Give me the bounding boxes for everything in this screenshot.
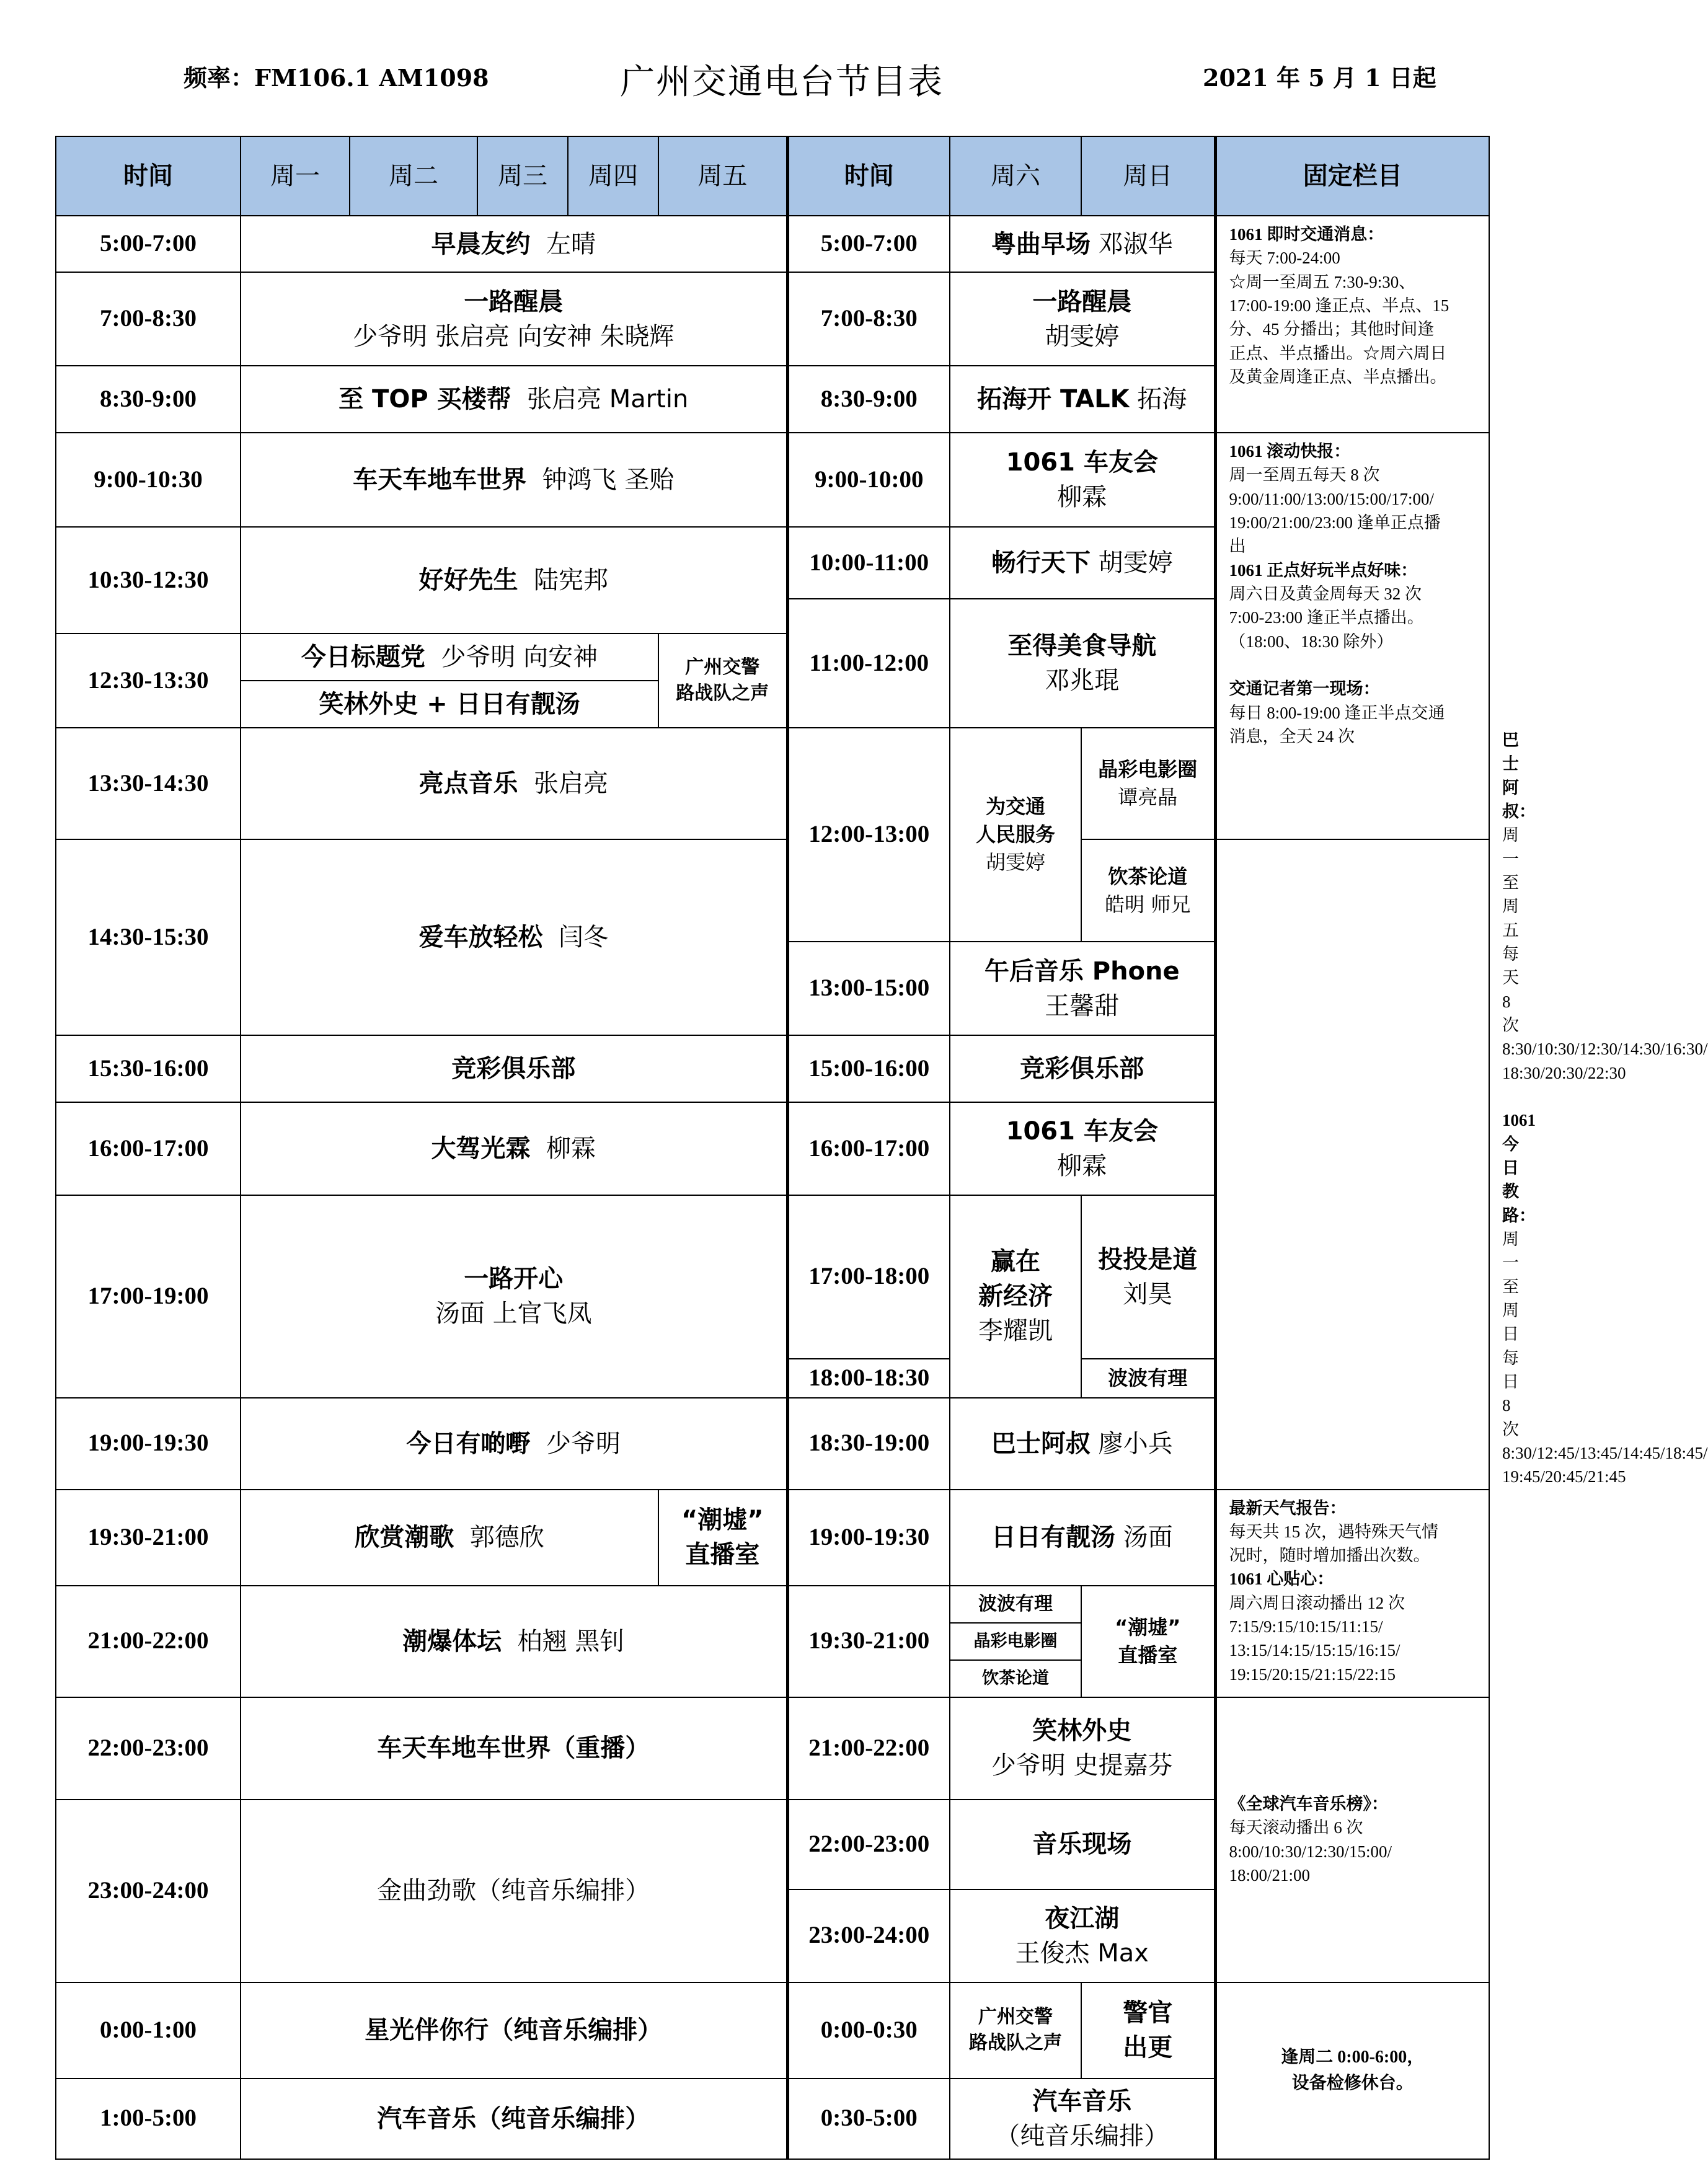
program-cell: 1061 车友会 柳霖 [950,433,1215,527]
time-cell: 23:00-24:00 [787,1889,950,1982]
program-cell: 车天车地车世界（重播） [241,1697,787,1800]
time-cell: 18:00-18:30 [787,1359,950,1398]
time-cell: 8:30-9:00 [56,366,241,433]
time-cell: 1:00-5:00 [56,2079,241,2159]
program-cell: 欣赏潮歌 郭德欣 [241,1490,658,1586]
table-header-row [56,136,1489,216]
time-cell: 0:30-5:00 [787,2079,950,2159]
program-cell: 一路醒晨 少爷明 张启亮 向安神 朱晓辉 [241,272,787,366]
col-fixed: 固定栏目 [1215,136,1489,216]
time-cell: 12:00-13:00 [787,728,950,942]
program-cell: 赢在 新经济 李耀凯 [950,1195,1081,1397]
program-cell: 金曲劲歌（纯音乐编排） [241,1800,787,1982]
time-cell: 7:00-8:30 [787,272,950,366]
program-cell: 投投是道 刘昊 [1081,1195,1215,1358]
program-cell: 广州交警 路战队之声 [658,634,787,728]
time-cell: 11:00-12:00 [787,599,950,728]
program-cell: 车天车地车世界 钟鸿飞 圣贻 [241,433,787,527]
program-cell: 亮点音乐 张启亮 [241,728,787,839]
program-cell: 大驾光霖 柳霖 [241,1102,787,1195]
time-cell: 0:00-0:30 [787,1982,950,2079]
program-cell: 巴士阿叔 廖小兵 [950,1398,1215,1490]
time-cell: 23:00-24:00 [56,1800,241,1982]
program-cell: 粤曲早场 邓淑华 [950,216,1215,272]
program-cell: 潮爆体坛 柏翘 黑钊 [241,1586,787,1697]
time-cell: 19:00-19:30 [56,1398,241,1490]
program-cell: 笑林外史 + 日日有靓汤 [241,681,658,728]
program-cell: 竞彩俱乐部 [950,1035,1215,1102]
time-cell: 16:00-17:00 [56,1102,241,1195]
col-time: 时间 [56,136,241,216]
program-cell: 1061 车友会 柳霖 [950,1102,1215,1195]
time-cell: 17:00-19:00 [56,1195,241,1397]
time-cell: 21:00-22:00 [787,1697,950,1800]
time-cell: 8:30-9:00 [787,366,950,433]
time-cell: 14:30-15:30 [56,839,241,1035]
time-cell: 15:30-16:00 [56,1035,241,1102]
fixed-realtime-traffic: 1061 即时交通消息： 每天 7:00-24:00 ☆周一至周五 7:30-9:30、 17:00-19:00 逢正点、半点、15 分、45 分播出；其他时间逢 正点、半点播出。☆周六周日 及黄金周逢正点、半点播出。 [1215,216,1489,433]
program-cell: 畅行天下 胡雯婷 [950,527,1215,599]
program-cell: 为交通 人民服务 胡雯婷 [950,728,1081,942]
time-cell: 10:00-11:00 [787,527,950,599]
program-cell: 晶彩电影圈 谭亮晶 [1081,728,1215,839]
time-cell: 22:00-23:00 [787,1800,950,1889]
time-cell: 7:00-8:30 [56,272,241,366]
time-cell: 10:30-12:30 [56,527,241,634]
time-cell: 22:00-23:00 [56,1697,241,1800]
col-mon: 周一 [241,136,350,216]
program-cell: 拓海开 TALK 拓海 [950,366,1215,433]
time-cell: 5:00-7:00 [787,216,950,272]
page-title: 广州交通电台节目表 [620,62,944,102]
program-cell: 汽车音乐 （纯音乐编排） [950,2079,1215,2159]
program-cell: 至 TOP 买楼帮 张启亮 Martin [241,366,787,433]
time-cell: 9:00-10:00 [787,433,950,527]
time-cell: 13:00-15:00 [787,942,950,1035]
time-cell: 19:30-21:00 [56,1490,241,1586]
program-cell: 饮茶论道 皓明 师兄 [1081,839,1215,942]
program-cell: 早晨友约 左晴 [241,216,787,272]
col-time-weekend: 时间 [787,136,950,216]
fixed-maintenance-notice: 逢周二 0:00-6:00， 设备检修休台。 [1215,1982,1489,2159]
col-tue: 周二 [350,136,477,216]
program-cell: 今日标题党 少爷明 向安神 [241,634,658,681]
program-cell: 一路醒晨 胡雯婷 [950,272,1215,366]
program-cell: 波波有理 晶彩电影圈 饮茶论道 [950,1586,1081,1697]
time-cell: 13:30-14:30 [56,728,241,839]
program-cell: 好好先生 陆宪邦 [241,527,787,634]
fixed-weather: 最新天气报告： 每天共 15 次，遇特殊天气情 况时，随时增加播出次数。 1061 心贴心： 周六周日滚动播出 12 次 7:15/9:15/10:15/11:15/ 13:15/14:15/15:15/16:15/ 19:15/20:15/21:15/22:15 [1215,1490,1489,1697]
program-cell: 波波有理 [1081,1359,1215,1398]
program-cell: 音乐现场 [950,1800,1215,1889]
col-sat: 周六 [950,136,1081,216]
program-cell: 广州交警 路战队之声 [950,1982,1081,2079]
fixed-rolling-news: 1061 滚动快报： 周一至周五每天 8 次 9:00/11:00/13:00/15:00/17:00/ 19:00/21:00/23:00 逢单正点播 出 1061 正点好玩半点好味： 周六日及黄金周每天 32 次 7:00-23:00 逢正半点播出。 （18:00、18:30 除外） 交通记者第一现场： 每日 8:00-19:00 逢正半点交通 消息，全天 24 次 [1215,433,1489,839]
time-cell: 9:00-10:30 [56,433,241,527]
program-cell: 竞彩俱乐部 [241,1035,787,1102]
program-cell: 警官 出更 [1081,1982,1215,2079]
time-cell: 0:00-1:00 [56,1982,241,2079]
program-cell: 午后音乐 Phone 王馨甜 [950,942,1215,1035]
time-cell: 19:00-19:30 [787,1490,950,1586]
program-cell: “潮墟” 直播室 [658,1490,787,1586]
schedule-table: 时间 周一 周二 周三 周四 周五 时间 周六 周日 固定栏目 5:00-7:00 早晨友约 左晴 5:00-7:00 粤曲早场 邓淑华 1061 即时交通消息： 每天 7:00-24:00 ☆周一至周五 7:30-9:30、 17:00-19:00 逢正点、半点、15 分、45 分播出；其他时间逢 正点、半点播出。☆周六周日 及黄金周逢正点、半点播出。 7:00-8:30 一路醒晨 少爷明 张启亮 向安神 朱晓辉 7:00-8:30 一路醒晨 胡雯婷 8:30-9:00 至 TOP 买楼帮 张启亮 Martin 8:30-9:00 拓海开 TALK 拓海 9:00-10:30 车天车地车世界 钟鸿飞 圣贻 9:00-10:00 1061 车友会 柳霖 1061 滚动快报： 周一至周五每天 8 次 9:00/11:00/13:00/15:00/17:00/ 19:00/21:00/23:00 逢单正点播 出 1061 正点好玩半点好味： 周六日及黄金周每天 32 次 7:00-23:00 逢正半点播出。 （18:00、18:30 除外） 交通记者第一现场： 每日 8:00-19:00 逢正半点交通 消息，全天 24 次 10:30-12:30 好好先生 陆宪邦 10:00-11:00 畅行天下 胡雯婷 11:00-12:00 至得美食导航 邓兆琨 12:30-13:30 今日标题党 少爷明 向安神 广州交警 路战队之声 笑林外史 + 日日有靓汤 13:30-14:30 亮点音乐 张启亮 12:00-13:00 为交通 人民服务 胡雯婷 晶彩电影圈 谭亮晶 巴士阿叔： 周一至周五每天 8 次 8:30/10:30/12:30/14:30/16:30/ 18:30/20:30/22:30 1061 今日教路： 周一至周日每日 8 次 8:30/12:45/13:45/14:45/18:45/ 19:45/20:45/21:45 14:30-15:30 爱车放轻松 闫冬 饮茶论道 皓明 师兄 13:00-15:00 午后音乐 Phone 王馨甜 15:30-16:00 竞彩俱乐部 15:00-16:00 竞彩俱乐部 16:00-17:00 大驾光霖 柳霖 16:00-17:00 1061 车友会 柳霖 17:00-19:00 一路开心 汤面 上官飞凤 17:00-18:00 赢在 新经济 李耀凯 投投是道 刘昊 18:00-18:30 波波有理 19:00-19:30 今日有啲嘢 少爷明 18:30-19:00 巴士阿叔 廖小兵 19:30-21:00 欣赏潮歌 郭德欣 “潮墟” 直播室 19:00-19:30 日日有靓汤 汤面 最新天气报告： 每天共 15 次，遇特殊天气情 况时，随时增加播出次数。 1061 心贴心： 周六周日滚动播出 12 次 7:15/9:15/10:15/11:15/ 13:15/14:15/15:15/16:15/ 19:15/20:15/21:15/22:15 21:00-22:00 潮爆体坛 柏翘 黑钊 19:30-21:00 波波有理 晶彩电影圈 饮茶论道 “潮墟” 直播室 22:00-23:00 车天车地车世界（重播） 21:00-22:00 笑林外史 少爷明 史提嘉芬 《全球汽车音乐榜》： 每天滚动播出 6 次 8:00/10:30/12:30/15:00/ 18:00/21:00 23:00-24:00 金曲劲歌（纯音乐编排） 22:00-23:00 音乐现场 23:00-24:00 夜江湖 王俊杰 Max 0:00-1:00 星光伴你行（纯音乐编排） 0:00-0:30 广州交警 路战队之声 警官 出更 逢周二 0:00-6:00， 设备检修休台。 1:00-5:00 汽车音乐（纯音乐编排） 0:30-5:00 汽车音乐 （纯音乐编排） [55,136,1490,2160]
col-wed: 周三 [477,136,568,216]
program-cell: 汽车音乐（纯音乐编排） [241,2079,787,2159]
program-cell: 爱车放轻松 闫冬 [241,839,787,1035]
fixed-car-music-chart: 《全球汽车音乐榜》： 每天滚动播出 6 次 8:00/10:30/12:30/15:00/ 18:00/21:00 [1215,1697,1489,1982]
program-cell: 星光伴你行（纯音乐编排） [241,1982,787,2079]
program-cell: 日日有靓汤 汤面 [950,1490,1215,1586]
time-cell: 12:30-13:30 [56,634,241,728]
time-cell: 5:00-7:00 [56,216,241,272]
program-cell: 夜江湖 王俊杰 Max [950,1889,1215,1982]
time-cell: 18:30-19:00 [787,1398,950,1490]
time-cell: 21:00-22:00 [56,1586,241,1697]
time-cell: 16:00-17:00 [787,1102,950,1195]
time-cell: 19:30-21:00 [787,1586,950,1697]
time-cell: 15:00-16:00 [787,1035,950,1102]
program-cell: “潮墟” 直播室 [1081,1586,1215,1697]
effective-date: 2021 年 5 月 1 日起 [1203,64,1436,92]
col-sun: 周日 [1081,136,1215,216]
program-cell: 一路开心 汤面 上官飞凤 [241,1195,787,1397]
program-cell: 今日有啲嘢 少爷明 [241,1398,787,1490]
program-cell: 至得美食导航 邓兆琨 [950,599,1215,728]
col-fri: 周五 [658,136,787,216]
frequency-label: 频率：FM106.1 AM1098 [184,64,489,92]
time-cell: 17:00-18:00 [787,1195,950,1358]
col-thu: 周四 [568,136,658,216]
program-cell: 笑林外史 少爷明 史提嘉芬 [950,1697,1215,1800]
